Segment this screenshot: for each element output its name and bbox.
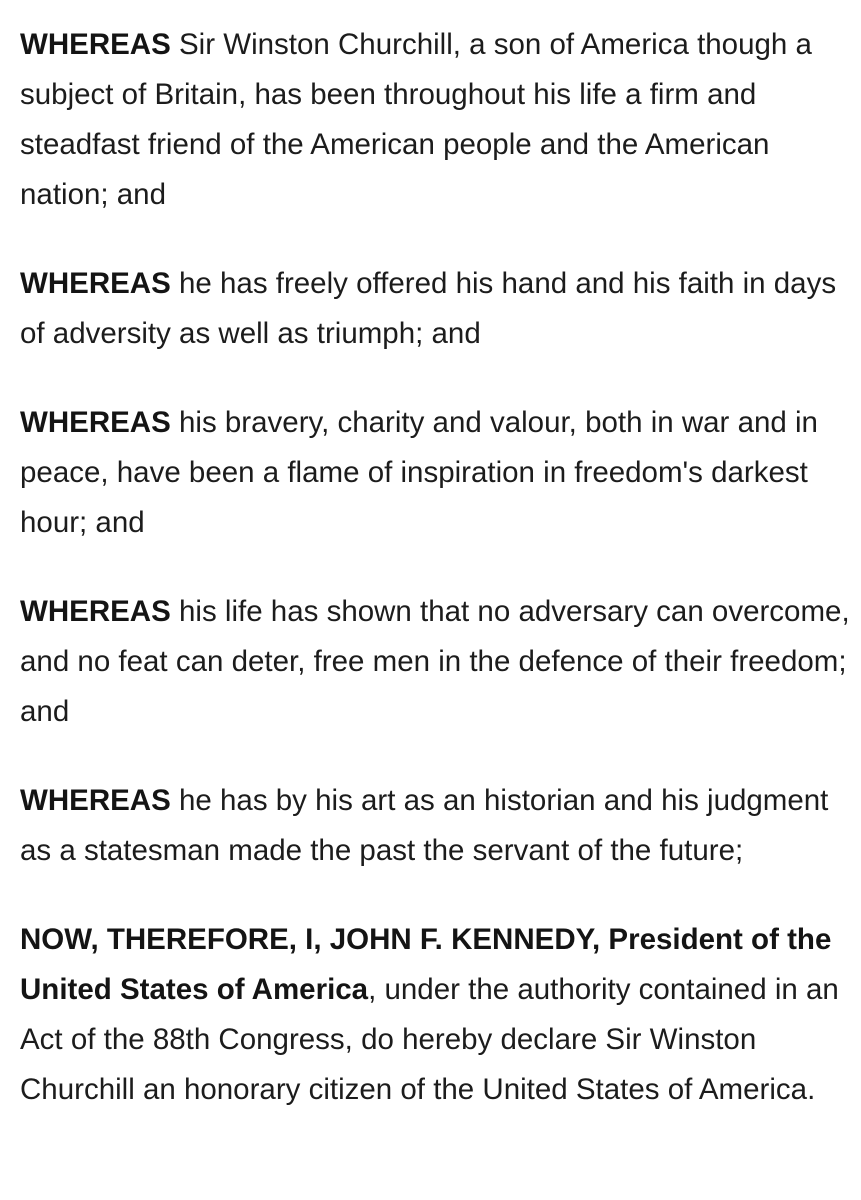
whereas-paragraph-1 — [20, 20, 850, 220]
paragraph-text: he has freely offered his hand and his faith in days of adversity as well as triumph; and — [20, 267, 837, 350]
declaration-paragraph — [20, 915, 850, 1115]
paragraph-text: he has by his art as an historian and his judgment as a statesman made the past the servant of the future; — [20, 784, 829, 867]
paragraph-lead: NOW, THEREFORE, I, JOHN F. KENNEDY, President of the United States of America — [20, 923, 832, 1006]
paragraph-lead: WHEREAS — [20, 406, 171, 439]
paragraph-text: his bravery, charity and valour, both in war and in peace, have been a flame of inspiration in freedom's darkest hour; and — [20, 406, 818, 539]
proclamation-document — [20, 20, 850, 1115]
paragraph-text: , under the authority contained in an Act of the 88th Congress, do hereby declare Sir Winston Churchill an honorary citizen of the United States of America. — [20, 973, 839, 1106]
whereas-paragraph-4 — [20, 587, 850, 737]
paragraph-lead: WHEREAS — [20, 267, 171, 300]
paragraph-lead: WHEREAS — [20, 595, 171, 628]
whereas-paragraph-2 — [20, 259, 850, 359]
paragraph-lead: WHEREAS — [20, 784, 171, 817]
paragraph-text: Sir Winston Churchill, a son of America though a subject of Britain, has been throughout his life a firm and steadfast friend of the American people and the American nation; and — [20, 28, 812, 211]
whereas-paragraph-3 — [20, 398, 850, 548]
whereas-paragraph-5 — [20, 776, 850, 876]
paragraph-text: his life has shown that no adversary can overcome, and no feat can deter, free men in the defence of their freedom; and — [20, 595, 850, 728]
paragraph-lead: WHEREAS — [20, 28, 171, 61]
